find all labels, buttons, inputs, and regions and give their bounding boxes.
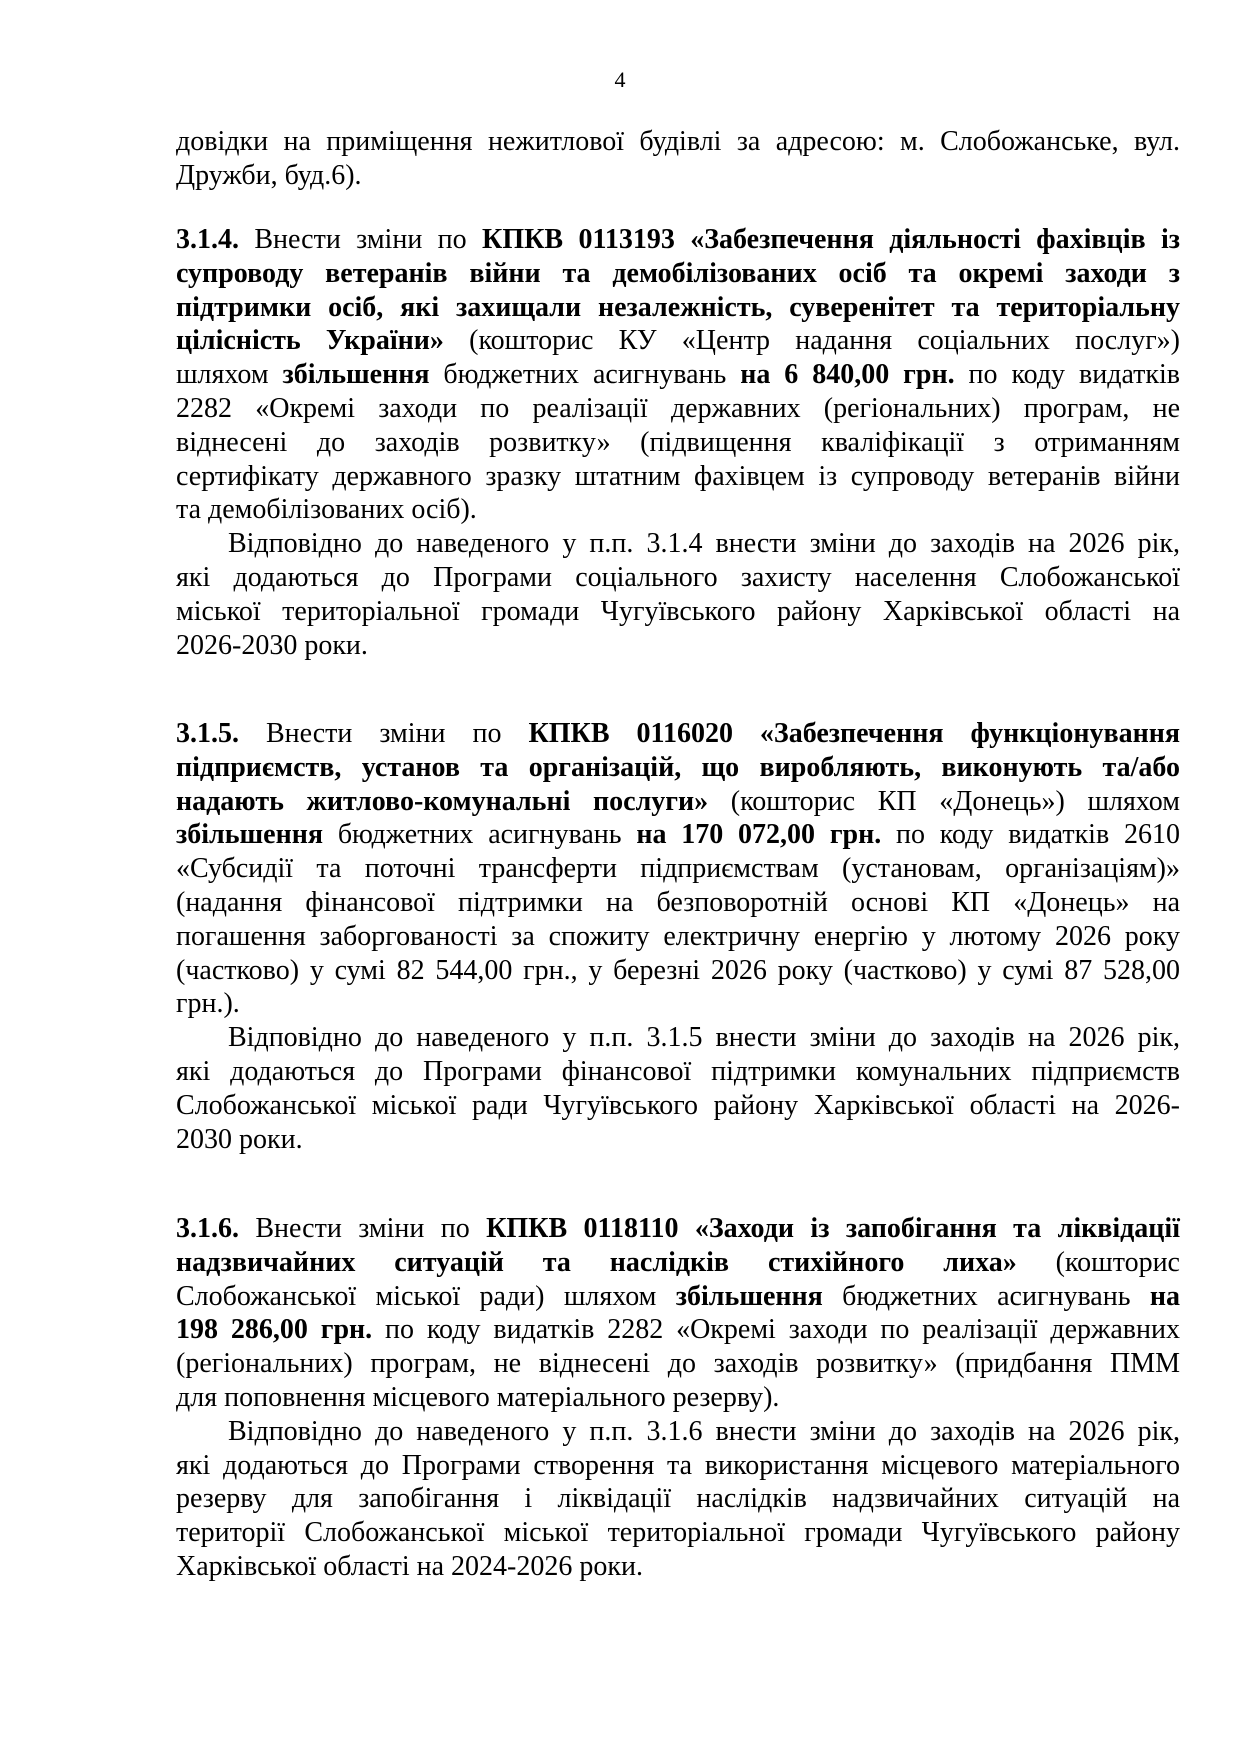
bold-text: КПКВ 0118110 «Заходи із запобігання та ліквідації — [486, 1213, 1180, 1244]
text-line — [176, 392, 1180, 426]
text: Внести зміни по — [239, 1213, 487, 1244]
bold-text: надзвичайних ситуацій та наслідків стихійного лиха» — [176, 1246, 1017, 1278]
text-line — [176, 1313, 1180, 1347]
text: Відповідно до наведеного у п.п. 3.1.5 внести зміни до заходів на 2026 рік, — [228, 1022, 1180, 1054]
text: віднесені до заходів розвитку» (підвищення кваліфікації з отриманням — [176, 426, 1180, 458]
text-line — [176, 852, 1180, 886]
bold-text: 198 286,00 грн. — [176, 1314, 373, 1346]
bold-text: надають житлово-комунальні послуги» — [176, 785, 709, 817]
text-line — [176, 920, 1180, 954]
text-line — [176, 125, 1180, 159]
bold-text: цілісність України» — [176, 325, 444, 357]
text-line — [176, 1246, 1180, 1280]
text-line — [176, 1123, 1180, 1157]
text: які додаються до Програми соціального захисту населення Слобожанської — [176, 561, 1180, 593]
text-line — [176, 1449, 1180, 1483]
text: (регіональних) програм, не віднесені до заходів розвитку» (придбання ПММ — [176, 1348, 1180, 1380]
text-line — [176, 324, 1180, 358]
text-line — [176, 1347, 1180, 1381]
section-3-1-5 — [176, 717, 1180, 1156]
text: по коду видатків — [954, 359, 1180, 391]
text: міської територіальної громади Чугуївського району Харківської області на — [176, 595, 1180, 627]
text-line — [176, 493, 1180, 527]
text-line — [176, 1516, 1180, 1550]
text: які додаються до Програми створення та використання місцевого матеріального — [176, 1449, 1180, 1481]
text: 2026-2030 роки. — [176, 629, 368, 661]
text: Відповідно до наведеного у п.п. 3.1.6 внести зміни до заходів на 2026 рік, — [228, 1415, 1180, 1447]
bold-text: підтримки осіб, які захищали незалежність, суверенітет та територіальну — [176, 291, 1180, 323]
text-line — [176, 785, 1180, 819]
text-line — [176, 717, 1180, 751]
bold-text: 3.1.5. — [176, 718, 239, 749]
bold-text: 3.1.4. — [176, 224, 239, 255]
text-line — [176, 1021, 1180, 1055]
text: (частково) у сумі 82 544,00 грн., у березні 2026 року (частково) у сумі 87 528,00 — [176, 954, 1180, 986]
bold-text: 3.1.6. — [176, 1213, 239, 1244]
page-number: 4 — [614, 67, 626, 92]
text-line — [176, 751, 1180, 785]
text: Внести зміни по — [239, 224, 483, 255]
text-line — [176, 159, 1180, 193]
section-3-1-6 — [176, 1212, 1180, 1584]
text: погашення заборгованості за спожиту електричну енергію у лютому 2026 року — [176, 920, 1180, 952]
text-line — [176, 527, 1180, 561]
text: бюджетних асигнувань — [822, 1280, 1150, 1312]
text-line — [176, 1381, 1180, 1415]
text-line — [176, 223, 1180, 257]
bold-text: КПКВ 0116020 «Забезпечення функціонування — [528, 718, 1180, 749]
text: Дружби, буд.6). — [176, 159, 362, 191]
text-line — [176, 1089, 1180, 1123]
text-line — [176, 1482, 1180, 1516]
text-line — [176, 460, 1180, 494]
text: території Слобожанської міської територіальної громади Чугуївського району — [176, 1517, 1180, 1549]
text: шляхом — [176, 359, 283, 391]
text-line — [176, 954, 1180, 988]
text-line — [176, 1280, 1180, 1314]
text: Слобожанської міської ради) шляхом — [176, 1280, 676, 1312]
text: Слобожанської міської ради Чугуївського району Харківської області на 2026- — [176, 1089, 1180, 1121]
text: резерву для запобігання і ліквідації наслідків надзвичайних ситуацій на — [176, 1483, 1180, 1515]
bold-text: збільшення — [282, 359, 430, 391]
section-3-1-4 — [176, 223, 1180, 662]
text: «Субсидії та поточні трансферти підприємствам (установам, організаціям)» — [176, 853, 1180, 885]
text-line — [176, 818, 1180, 852]
bold-text: на 6 840,00 грн. — [740, 359, 955, 391]
bold-text: підприємств, установ та організацій, що виробляють, виконують та/або — [176, 751, 1180, 783]
bold-text: збільшення — [176, 819, 324, 851]
text: бюджетних асигнувань — [323, 819, 637, 851]
text-line — [176, 426, 1180, 460]
text: грн.). — [176, 988, 240, 1020]
text: 2030 роки. — [176, 1123, 303, 1155]
text-line — [176, 987, 1180, 1021]
text: сертифікату державного зразку штатним фахівцем із супроводу ветеранів війни — [176, 460, 1180, 492]
text-line — [176, 595, 1180, 629]
text: Відповідно до наведеного у п.п. 3.1.4 внести зміни до заходів на 2026 рік, — [228, 528, 1180, 560]
text: Внести зміни по — [239, 718, 529, 749]
bold-text: на 170 072,00 грн. — [636, 819, 882, 851]
text: та демобілізованих осіб). — [176, 494, 477, 526]
text-line — [176, 561, 1180, 595]
text-line — [176, 358, 1180, 392]
bold-text: КПКВ 0113193 «Забезпечення діяльності фахівців із — [482, 224, 1180, 255]
text: які додаються до Програми фінансової підтримки комунальних підприємств — [176, 1055, 1180, 1087]
text: Харківської області на 2024-2026 роки. — [176, 1550, 643, 1582]
text: (кошторис КП «Донець») шляхом — [708, 785, 1180, 817]
text-line — [176, 1055, 1180, 1089]
text: (надання фінансової підтримки на безповоротній основі КП «Донець» на — [176, 886, 1180, 918]
text: по коду видатків 2610 — [881, 819, 1180, 851]
text: довідки на приміщення нежитлової будівлі за адресою: м. Слобожанське, вул. — [176, 126, 1180, 157]
text-line — [176, 1415, 1180, 1449]
text-line — [176, 1212, 1180, 1246]
text: (кошторис КУ «Центр надання соціальних послуг») — [443, 325, 1180, 357]
bold-text: супроводу ветеранів війни та демобілізованих осіб та окремі заходи з — [176, 257, 1180, 289]
text: по коду видатків 2282 «Окремі заходи по реалізації державних — [372, 1314, 1180, 1346]
text-line — [176, 257, 1180, 291]
bold-text: на — [1149, 1280, 1180, 1312]
text-line — [176, 886, 1180, 920]
text-line — [176, 1550, 1180, 1584]
text-line — [176, 291, 1180, 325]
bold-text: збільшення — [675, 1280, 823, 1312]
text: для поповнення місцевого матеріального резерву). — [176, 1381, 780, 1413]
text: (кошторис — [1016, 1246, 1180, 1278]
text: бюджетних асигнувань — [429, 359, 741, 391]
paragraph-continuation — [176, 125, 1180, 193]
text-line — [176, 629, 1180, 663]
text: 2282 «Окремі заходи по реалізації державних (регіональних) програм, не — [176, 392, 1180, 424]
